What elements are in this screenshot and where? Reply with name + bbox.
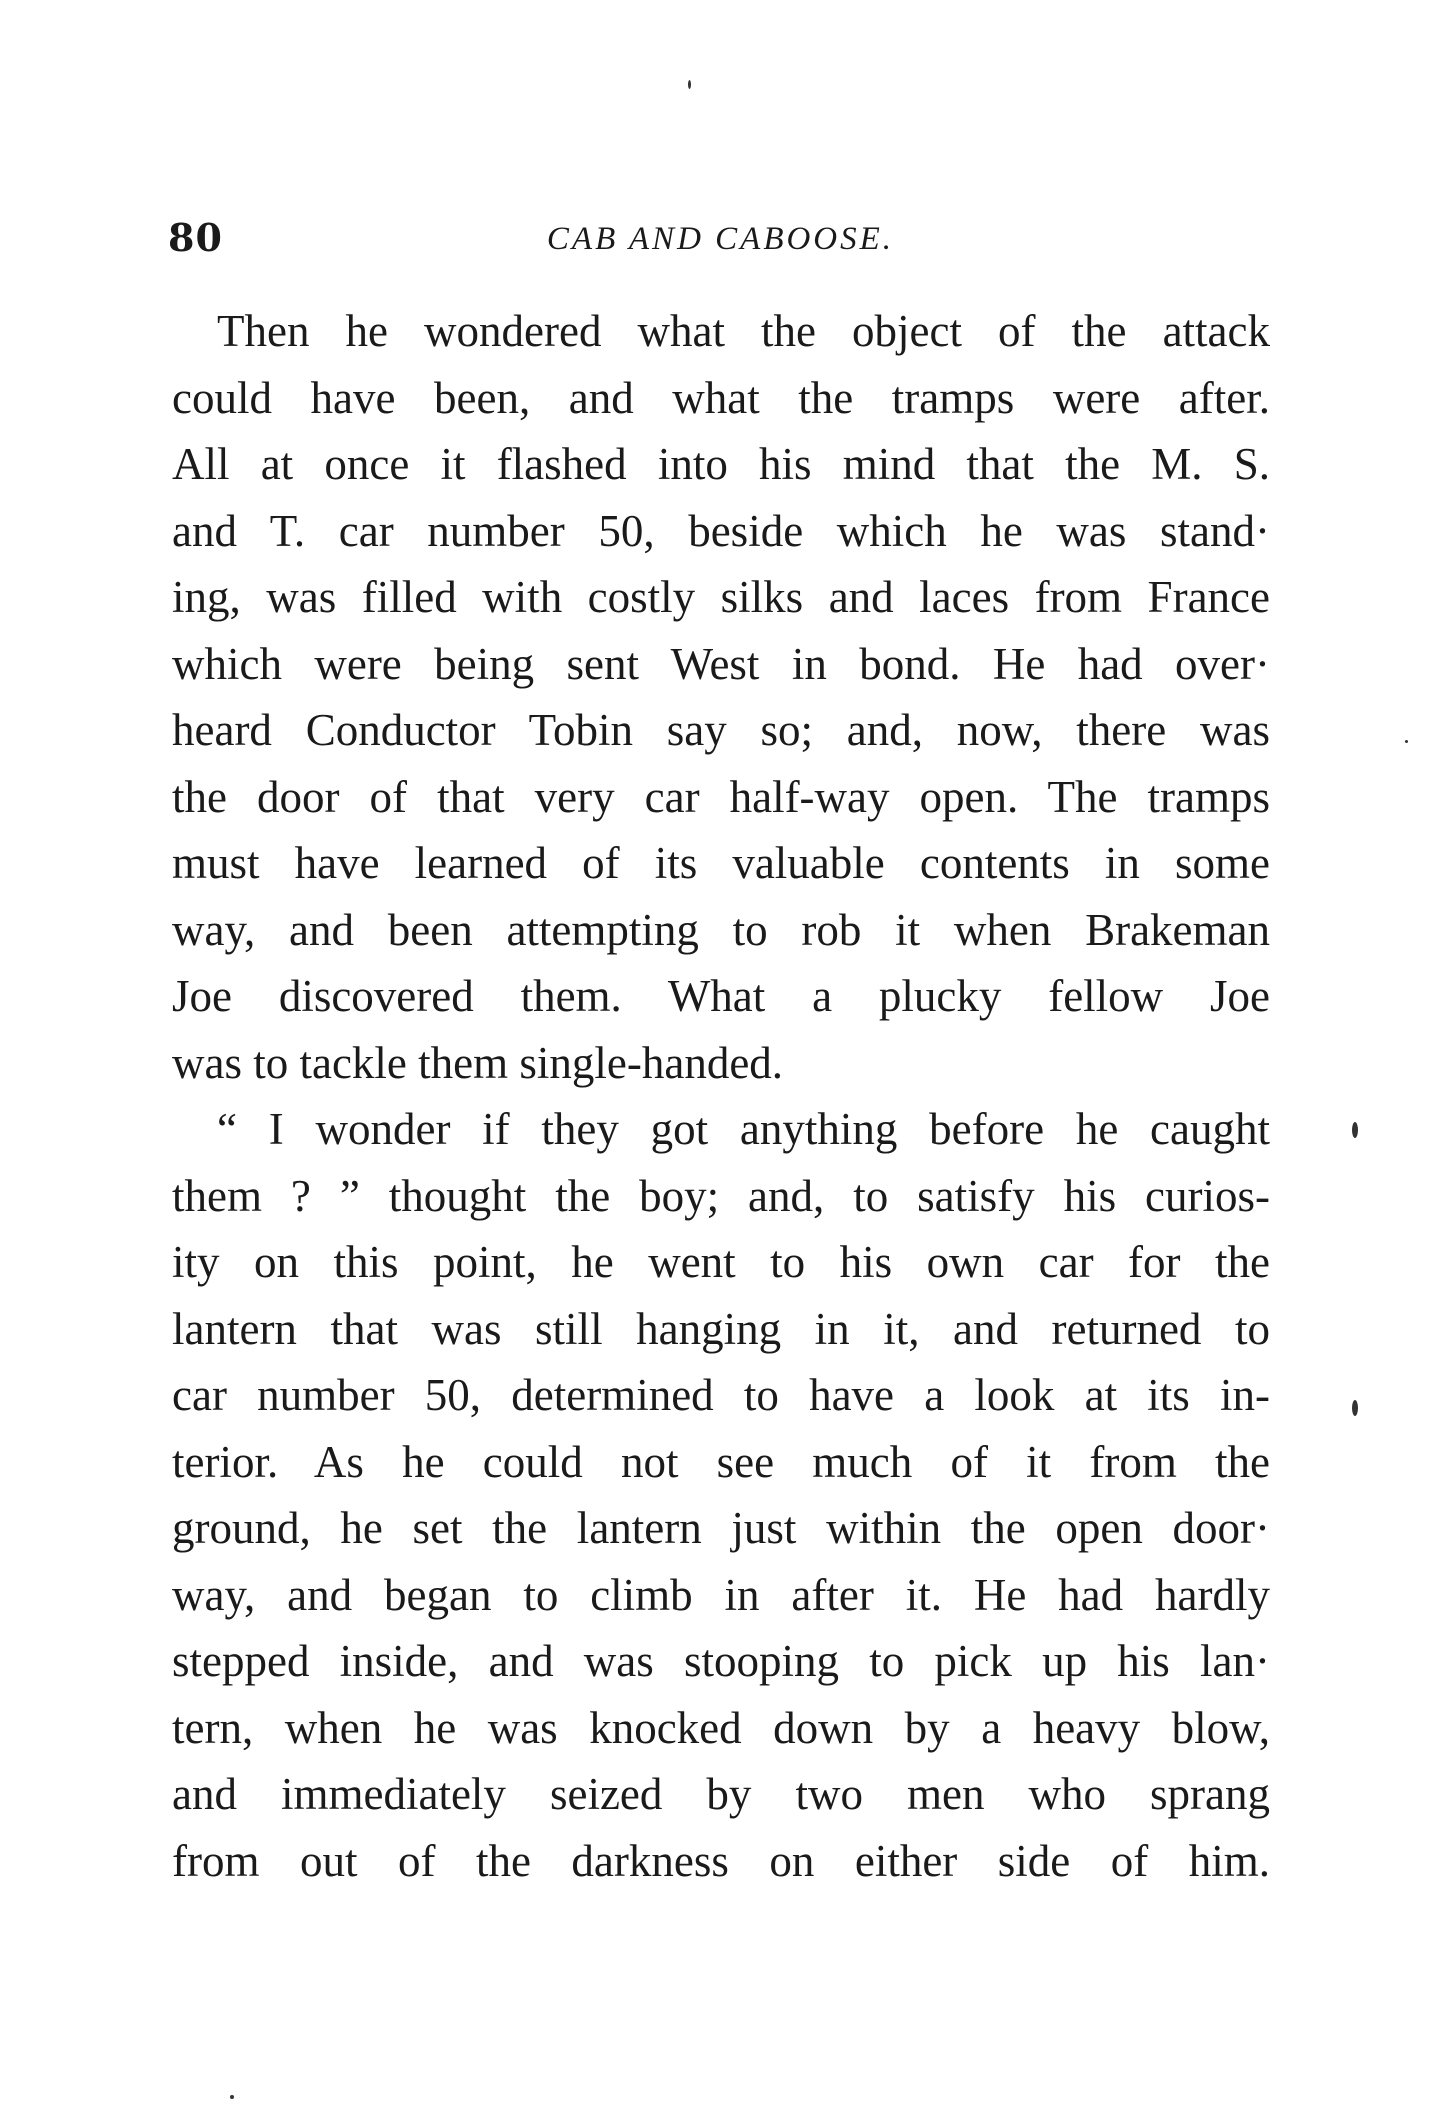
scan-speck: [230, 2095, 234, 2099]
paragraph: [172, 1096, 1270, 1894]
text-line: terior. As he could not see much of it from the: [172, 1436, 1270, 1487]
text-line: heard Conductor Tobin say so; and, now, there was: [172, 705, 1270, 755]
text-line: ground, he set the lantern just within the open door·: [172, 1503, 1270, 1553]
text-line: way, and been attempting to rob it when Brakeman: [172, 904, 1270, 955]
text-line: Joe discovered them. What a plucky fellow Joe: [172, 971, 1270, 1021]
text-line: the door of that very car half-way open. The tramps: [172, 771, 1270, 822]
text-line: from out of the darkness on either side of him.: [172, 1835, 1270, 1886]
text-line: way, and began to climb in after it. He had hardly: [172, 1569, 1270, 1620]
text-line: which were being sent West in bond. He had over·: [172, 638, 1270, 689]
page-number: 80: [168, 215, 223, 260]
scan-speck: [1352, 1400, 1358, 1416]
body-text: [172, 298, 1270, 1894]
text-line: them ? ” thought the boy; and, to satisfy his curios-: [172, 1170, 1270, 1221]
scan-speck: [688, 80, 691, 89]
text-line: tern, when he was knocked down by a heavy blow,: [172, 1702, 1270, 1753]
text-line: “ I wonder if they got anything before he caught: [217, 1104, 1270, 1154]
text-line: and T. car number 50, beside which he was stand·: [172, 505, 1270, 556]
running-head: [168, 215, 1273, 275]
book-title: CAB AND CABOOSE.: [546, 221, 895, 257]
text-line: and immediately seized by two men who sprang: [172, 1769, 1270, 1819]
text-line: ity on this point, he went to his own car for the: [172, 1237, 1270, 1287]
text-line: was to tackle them single-handed.: [172, 1037, 784, 1088]
text-line: could have been, and what the tramps were after.: [172, 372, 1270, 423]
text-line: Then he wondered what the object of the attack: [217, 306, 1270, 356]
text-line: must have learned of its valuable contents in some: [172, 838, 1270, 888]
scan-speck: [1405, 740, 1408, 743]
text-line: lantern that was still hanging in it, and returned to: [172, 1303, 1270, 1354]
text-line: ing, was filled with costly silks and laces from France: [172, 572, 1270, 622]
text-line: All at once it flashed into his mind that the M. S.: [172, 439, 1270, 489]
paragraph: [172, 298, 1270, 1096]
text-line: car number 50, determined to have a look at its in-: [172, 1370, 1270, 1420]
scan-speck: [1352, 1122, 1358, 1138]
text-line: stepped inside, and was stooping to pick up his lan·: [172, 1636, 1270, 1686]
